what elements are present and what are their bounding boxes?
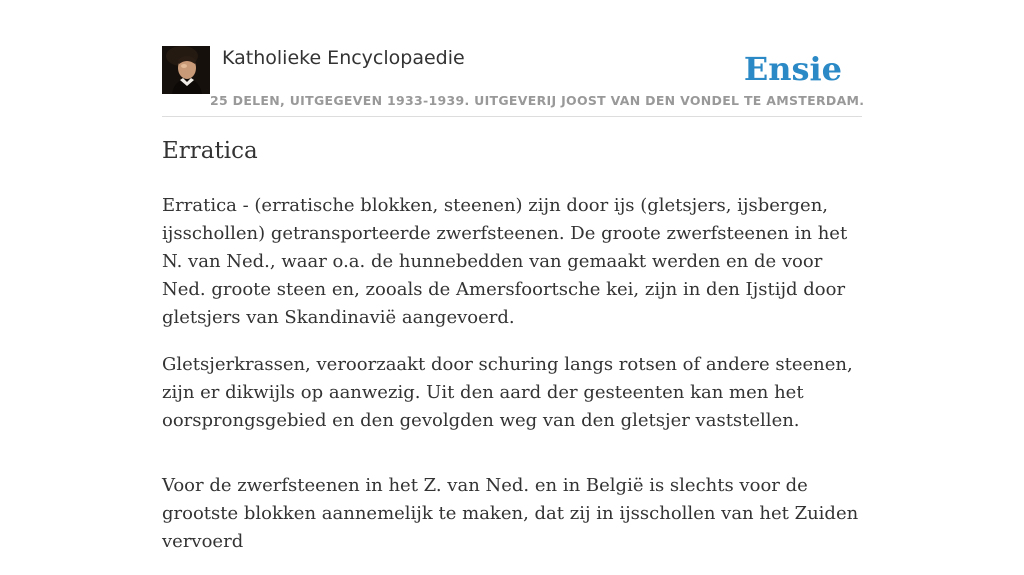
article-body [162,192,862,575]
encyclopedia-title-link[interactable]: Katholieke Encyclopaedie [222,47,465,69]
article-paragraph: Gletsjerkrassen, veroorzaakt door schuring langs rotsen of andere steenen, zijn er dikwijls op aanwezig. Uit den aard der gesteenten kan men het oorsprongsgebied en den gevolgden weg van den gletsjer vaststellen. [162,354,853,431]
article-paragraph: Voor de zwerfsteenen in het Z. van Ned. en in België is slechts voor de grootste blokken aannemelijk te maken, dat zij in ijsschollen van het Zuiden vervoerd [162,475,859,552]
ensie-logo-link[interactable]: Ensie [743,50,842,88]
article-paragraph: Erratica - (erratische blokken, steenen) zijn door ijs (gletsjers, ijsbergen, ijsschollen) getransporteerde zwerfsteenen. De groote zwerfsteenen in het N. van Ned., waar o.a. de hunnebedden van gemaakt werden en de voor Ned. groote steen en, zooals de Amersfoortsche kei, zijn in den Ijstijd door gletsjers van Skandinavië aangevoerd. [162,195,848,328]
portrait-avatar-icon[interactable] [162,46,210,94]
article-title: Erratica [162,138,258,164]
publication-info: 25 DELEN, UITGEGEVEN 1933-1939. UITGEVERIJ JOOST VAN DEN VONDEL TE AMSTERDAM. [210,93,865,108]
encyclopedia-header [162,46,865,117]
